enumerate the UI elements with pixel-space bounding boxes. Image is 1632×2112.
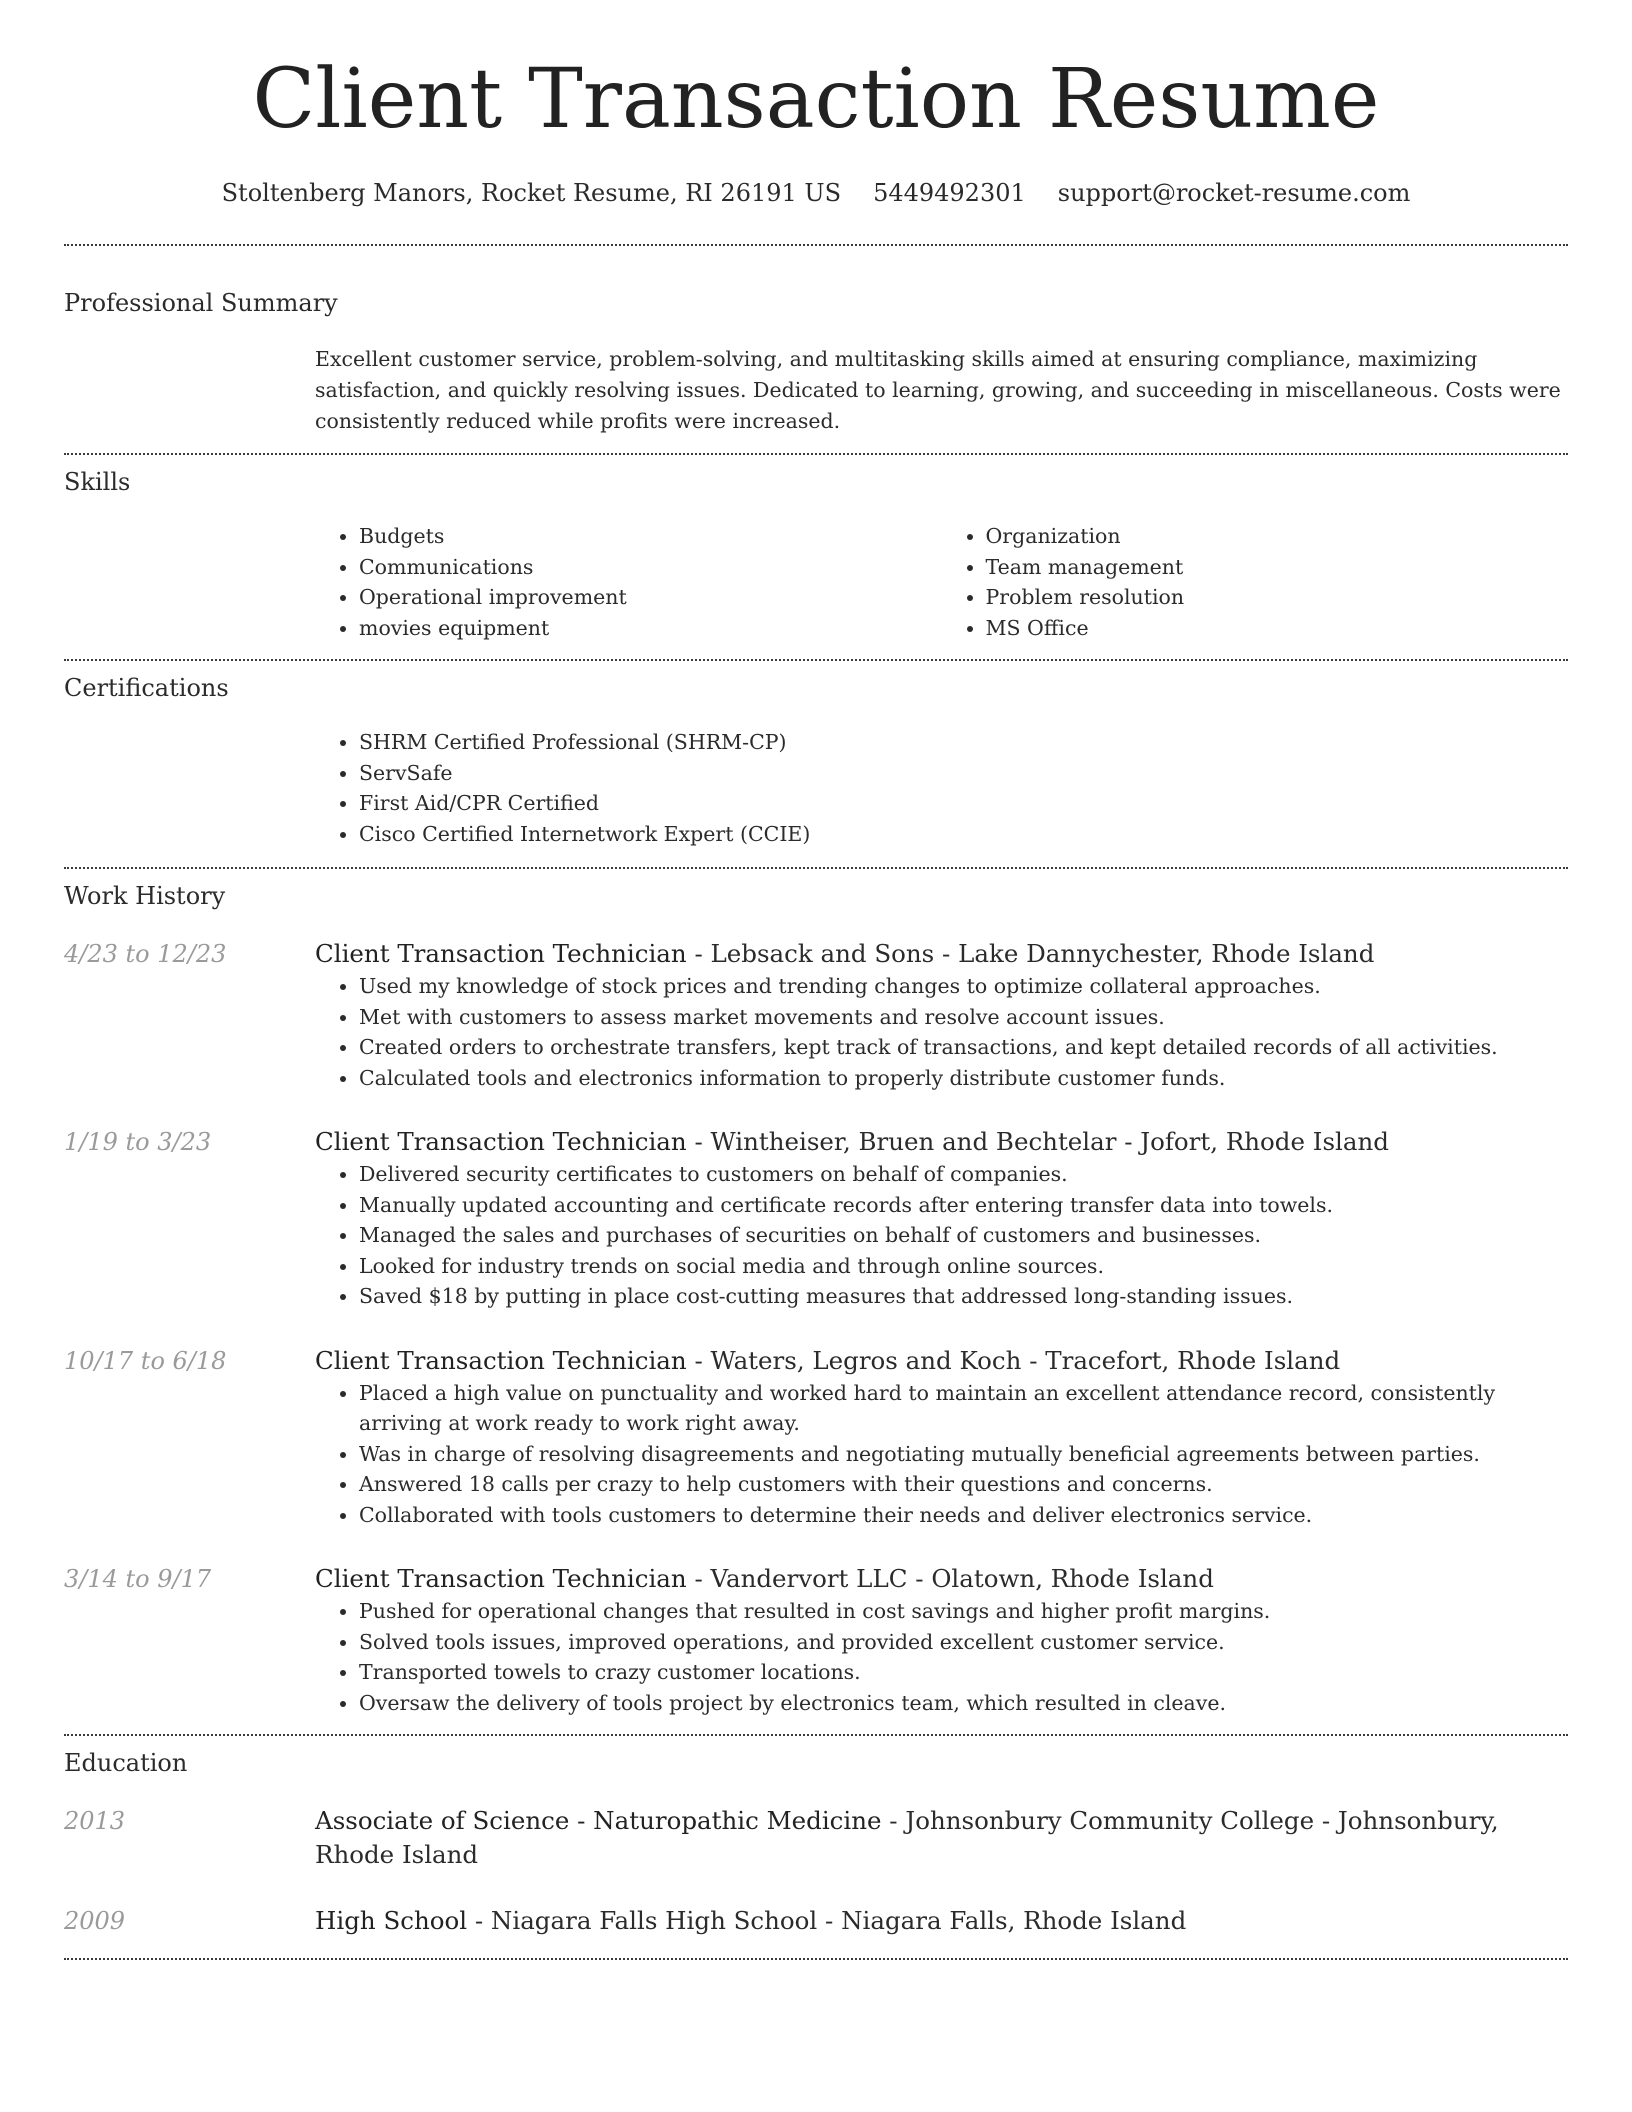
- job-role: Client Transaction Technician: [315, 1564, 687, 1593]
- job-bullet: • Transported towels to crazy customer locations.: [359, 1657, 1568, 1688]
- job-entry: [64, 937, 1568, 1093]
- job-bullet: • Was in charge of resolving disagreements and negotiating mutually beneficial agreements between parties.: [359, 1439, 1568, 1470]
- skill-item: • Operational improvement: [359, 582, 942, 613]
- contact-address: Stoltenberg Manors, Rocket Resume, RI 26191 US: [221, 179, 842, 207]
- job-entry: [64, 1562, 1568, 1718]
- summary-section: [64, 246, 1568, 437]
- summary-heading: Professional Summary: [64, 289, 338, 317]
- job-bullet: • Looked for industry trends on social media and through online sources.: [359, 1251, 1568, 1282]
- education-degree: High School: [315, 1906, 468, 1935]
- contact-email: support@rocket-resume.com: [1057, 179, 1411, 207]
- skill-item: • Team management: [986, 552, 1569, 583]
- skills-list-right: [942, 521, 1569, 643]
- job-title: [315, 1562, 1568, 1596]
- job-employer: - Wintheiser, Bruen and Bechtelar - Jofort, Rhode Island: [686, 1127, 1389, 1156]
- job-bullet: • Placed a high value on punctuality and worked hard to maintain an excellent attendance record, consistently arriving at work ready to work right away.: [359, 1378, 1568, 1439]
- certification-item: • Cisco Certified Internetwork Expert (CCIE): [359, 819, 1568, 850]
- education-school: - Niagara Falls High School - Niagara Falls, Rhode Island: [467, 1906, 1187, 1935]
- certifications-heading: Certifications: [64, 674, 229, 702]
- job-bullet: • Collaborated with tools customers to determine their needs and deliver electronics service.: [359, 1500, 1568, 1531]
- job-employer: - Waters, Legros and Koch - Tracefort, Rhode Island: [686, 1345, 1341, 1375]
- skill-item: • Organization: [986, 521, 1569, 552]
- job-bullet: • Met with customers to assess market movements and resolve account issues.: [359, 1002, 1568, 1033]
- job-title: [315, 1125, 1568, 1159]
- resume-title: Client Transaction Resume: [252, 52, 1380, 147]
- education-section: [64, 1736, 1568, 1938]
- skill-item: • movies equipment: [359, 613, 942, 644]
- education-year: 2013: [64, 1807, 126, 1835]
- skills-list-left: [315, 521, 942, 643]
- skills-heading: Skills: [64, 468, 131, 496]
- job-bullet: • Calculated tools and electronics information to properly distribute customer funds.: [359, 1063, 1568, 1094]
- resume-header: [64, 0, 1568, 208]
- job-bullets: [315, 1596, 1568, 1718]
- skill-item: • Budgets: [359, 521, 942, 552]
- job-bullets: [315, 1378, 1568, 1531]
- certification-item: • First Aid/CPR Certified: [359, 788, 1568, 819]
- skill-item: • Communications: [359, 552, 942, 583]
- job-dates: 1/19 to 3/23: [64, 1128, 212, 1156]
- education-heading: Education: [64, 1749, 188, 1777]
- job-dates: 10/17 to 6/18: [64, 1346, 227, 1375]
- certification-item: • SHRM Certified Professional (SHRM-CP): [359, 727, 1568, 758]
- certifications-list: [315, 727, 1568, 849]
- work-history-heading: Work History: [64, 882, 226, 910]
- job-dates: 4/23 to 12/23: [64, 940, 227, 968]
- job-bullet: • Pushed for operational changes that resulted in cost savings and higher profit margins.: [359, 1596, 1568, 1627]
- job-entry: [64, 1125, 1568, 1312]
- job-dates: 3/14 to 9/17: [64, 1565, 212, 1593]
- summary-text: Excellent customer service, problem-solving, and multitasking skills aimed at ensuring compliance, maximizing satisfaction, and quickly resolving issues. Dedicated to learning, growing, and succeeding in miscellaneous. Costs were consistently reduced while profits were increased.: [315, 347, 1561, 433]
- job-employer: - Lebsack and Sons - Lake Dannychester, Rhode Island: [686, 939, 1375, 968]
- job-employer: - Vandervort LLC - Olatown, Rhode Island: [686, 1564, 1214, 1593]
- job-bullet: • Oversaw the delivery of tools project by electronics team, which resulted in cleave.: [359, 1688, 1568, 1719]
- job-role: Client Transaction Technician: [315, 1345, 687, 1375]
- job-bullet: • Used my knowledge of stock prices and trending changes to optimize collateral approaches.: [359, 971, 1568, 1002]
- skills-section: [64, 455, 1568, 643]
- job-bullet: • Managed the sales and purchases of securities on behalf of customers and businesses.: [359, 1220, 1568, 1251]
- job-bullet: • Saved $18 by putting in place cost-cutting measures that addressed long-standing issues.: [359, 1281, 1568, 1312]
- education-degree: Associate of Science - Naturopathic Medicine: [315, 1806, 882, 1835]
- education-entry: [64, 1804, 1568, 1872]
- education-school: - Johnsonbury Community College - Johnsonbury, Rhode Island: [315, 1806, 1499, 1869]
- education-title: [315, 1904, 1568, 1938]
- work-history-section: [64, 869, 1568, 1718]
- skill-item: • Problem resolution: [986, 582, 1569, 613]
- contact-phone: 5449492301: [873, 179, 1026, 207]
- job-bullet: • Created orders to orchestrate transfers, kept track of transactions, and kept detailed records of all activities.: [359, 1032, 1568, 1063]
- skill-item: • MS Office: [986, 613, 1569, 644]
- job-bullet: • Delivered security certificates to customers on behalf of companies.: [359, 1159, 1568, 1190]
- certification-item: • ServSafe: [359, 758, 1568, 789]
- job-title: [315, 937, 1568, 971]
- education-entry: [64, 1904, 1568, 1938]
- education-year: 2009: [64, 1907, 126, 1935]
- divider: [64, 1958, 1568, 1960]
- job-role: Client Transaction Technician: [315, 939, 687, 968]
- job-entry: [64, 1344, 1568, 1531]
- job-bullet: • Manually updated accounting and certificate records after entering transfer data into towels.: [359, 1190, 1568, 1221]
- certifications-section: [64, 661, 1568, 849]
- job-bullet: • Answered 18 calls per crazy to help customers with their questions and concerns.: [359, 1469, 1568, 1500]
- job-role: Client Transaction Technician: [315, 1127, 687, 1156]
- education-title: [315, 1804, 1568, 1872]
- job-bullets: [315, 1159, 1568, 1312]
- job-bullets: [315, 971, 1568, 1093]
- contact-line: [64, 178, 1568, 208]
- job-bullet: • Solved tools issues, improved operations, and provided excellent customer service.: [359, 1627, 1568, 1658]
- job-title: [315, 1344, 1568, 1378]
